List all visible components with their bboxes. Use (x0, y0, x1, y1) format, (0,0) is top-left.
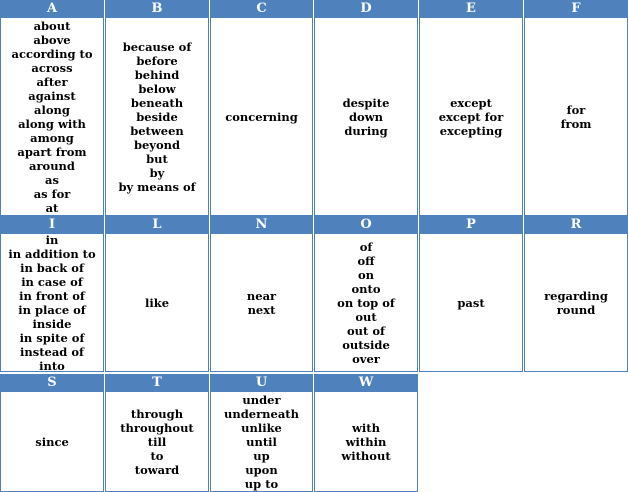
preposition: against (28, 88, 76, 103)
preposition: beneath (130, 95, 184, 110)
word-cell (524, 234, 628, 372)
letter-header: A (0, 0, 104, 18)
word-cell (0, 234, 104, 372)
preposition: round (556, 302, 596, 317)
word-list (224, 393, 299, 491)
preposition: in addition to (8, 246, 96, 261)
column-c (210, 0, 313, 216)
preposition: along with (18, 116, 86, 131)
letter-header: C (210, 0, 313, 18)
column-u (210, 374, 313, 492)
preposition: because of (122, 39, 192, 54)
word-list (561, 103, 592, 131)
letter-header: D (314, 0, 418, 18)
preposition: beside (136, 109, 178, 124)
word-list (8, 233, 95, 373)
preposition: off (357, 253, 375, 268)
preposition: without (341, 448, 391, 463)
preposition: past (457, 295, 485, 310)
word-cell (105, 234, 209, 372)
preposition: in front of (19, 288, 85, 303)
preposition: in spite of (19, 330, 85, 345)
word-cell (105, 18, 209, 216)
word-list (457, 296, 484, 310)
preposition: from (560, 116, 592, 131)
word-cell (314, 234, 418, 372)
preposition: in back of (20, 260, 84, 275)
word-list (341, 421, 390, 463)
word-list (12, 19, 93, 215)
preposition: after (36, 74, 68, 89)
column-w (314, 374, 418, 492)
preposition: until (246, 434, 277, 449)
preposition: between (130, 123, 184, 138)
preposition: with (352, 420, 380, 435)
preposition: over (352, 351, 380, 366)
column-n (210, 216, 313, 372)
preposition: underneath (224, 406, 299, 421)
word-cell (419, 234, 523, 372)
column-d (314, 0, 418, 216)
preposition: instead of (20, 344, 84, 359)
word-cell (0, 18, 104, 216)
preposition: inside (32, 316, 72, 331)
letter-header: S (0, 374, 104, 392)
preposition: out (355, 309, 377, 324)
preposition: upon (245, 462, 278, 477)
preposition: in case of (21, 274, 83, 289)
word-cell (105, 392, 209, 492)
column-l (105, 216, 209, 372)
word-cell (419, 18, 523, 216)
preposition: down (349, 109, 383, 124)
preposition: as (45, 172, 59, 187)
column-o (314, 216, 418, 372)
preposition: like (144, 295, 170, 310)
preposition: concerning (225, 109, 298, 124)
letter-header: U (210, 374, 313, 392)
preposition: apart from (17, 144, 87, 159)
preposition: around (29, 158, 75, 173)
word-list (439, 96, 504, 138)
preposition: across (31, 60, 73, 75)
letter-header: I (0, 216, 104, 234)
preposition: beyond (133, 137, 181, 152)
preposition: by (149, 165, 165, 180)
preposition: unlike (241, 420, 282, 435)
column-b (105, 0, 209, 216)
preposition: excepting (439, 123, 503, 138)
word-list (118, 40, 195, 194)
column-s (0, 374, 104, 492)
preposition: of (359, 239, 373, 254)
preposition: except for (438, 109, 504, 124)
preposition: out of (347, 323, 385, 338)
word-list (225, 110, 298, 124)
preposition: up (253, 448, 270, 463)
preposition: as for (33, 186, 71, 201)
column-f (524, 0, 628, 216)
preposition: near (246, 288, 277, 303)
preposition: within (345, 434, 387, 449)
word-cell (314, 392, 418, 492)
preposition: up to (244, 476, 279, 491)
preposition: on (357, 267, 375, 282)
preposition: on top of (337, 295, 395, 310)
word-list (120, 407, 194, 477)
letter-header: E (419, 0, 523, 18)
letter-header: W (314, 374, 418, 392)
preposition: except (450, 95, 492, 110)
preposition: before (136, 53, 178, 68)
preposition: to (150, 448, 164, 463)
preposition: by means of (118, 179, 196, 194)
preposition: in (45, 232, 59, 247)
letter-header: R (524, 216, 628, 234)
column-i (0, 216, 104, 372)
preposition: behind (134, 67, 180, 82)
preposition: at (45, 200, 59, 215)
word-list (544, 289, 608, 317)
preposition: below (138, 81, 176, 96)
letter-header: L (105, 216, 209, 234)
letter-header: T (105, 374, 209, 392)
word-cell (314, 18, 418, 216)
column-t (105, 374, 209, 492)
preposition: according to (11, 46, 93, 61)
preposition: despite (342, 95, 390, 110)
word-cell (524, 18, 628, 216)
word-list (145, 296, 169, 310)
preposition: into (39, 358, 65, 373)
word-list (35, 435, 69, 449)
preposition: toward (134, 462, 180, 477)
preposition: outside (342, 337, 390, 352)
preposition: about (33, 18, 71, 33)
preposition: since (35, 434, 69, 449)
letter-header: P (419, 216, 523, 234)
word-cell (210, 392, 313, 492)
preposition: throughout (120, 420, 194, 435)
preposition: till (147, 434, 167, 449)
preposition: along (34, 102, 70, 117)
word-cell (210, 234, 313, 372)
column-e (419, 0, 523, 216)
letter-header: B (105, 0, 209, 18)
letter-header: N (210, 216, 313, 234)
letter-header: O (314, 216, 418, 234)
preposition: for (566, 102, 586, 117)
word-list (337, 240, 395, 366)
word-cell (210, 18, 313, 216)
preposition: but (146, 151, 168, 166)
preposition: during (344, 123, 388, 138)
word-list (247, 289, 276, 317)
preposition: among (30, 130, 74, 145)
letter-header: F (524, 0, 628, 18)
column-p (419, 216, 523, 372)
preposition: above (33, 32, 71, 47)
preposition: onto (351, 281, 381, 296)
preposition: under (242, 392, 281, 407)
column-a (0, 0, 104, 216)
column-r (524, 216, 628, 372)
preposition: next (247, 302, 276, 317)
word-list (343, 96, 390, 138)
preposition: through (130, 406, 184, 421)
word-cell (0, 392, 104, 492)
preposition: regarding (544, 288, 608, 303)
preposition: in place of (18, 302, 86, 317)
